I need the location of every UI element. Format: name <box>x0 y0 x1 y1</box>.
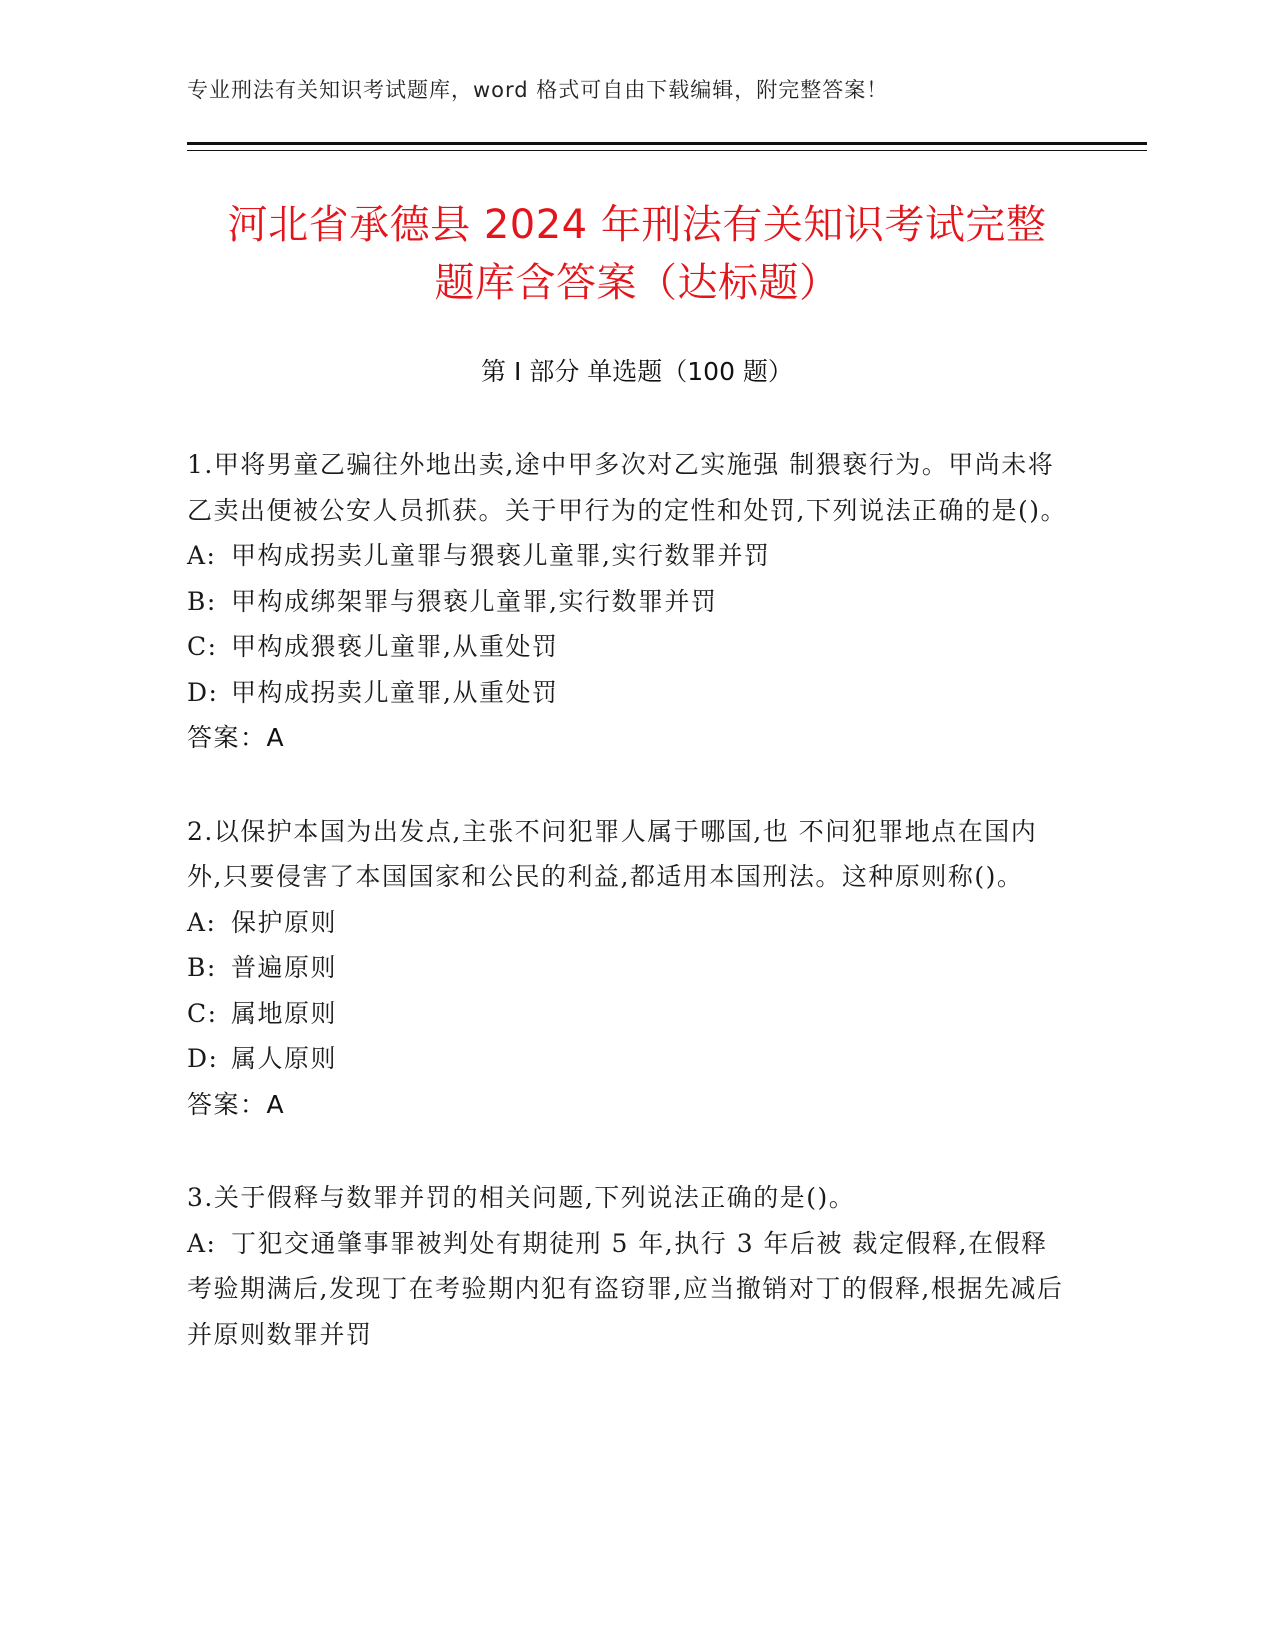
question-stem: 1.甲将男童乙骗往外地出卖,途中甲多次对乙实施强 制猥亵行为。甲尚未将乙卖出便被公安人员抓获。关于甲行为的定性和处罚,下列说法正确的是()。 <box>187 450 1067 525</box>
option-text: 属人原则 <box>231 1044 338 1073</box>
question-answer: 答案：A <box>187 1089 286 1119</box>
title-line-2: 题库含答案（达标题） <box>434 260 840 306</box>
header-rule-thin <box>187 150 1147 151</box>
question-option <box>187 991 1067 1037</box>
question-option <box>187 1221 1067 1358</box>
option-key: B: <box>187 586 217 616</box>
option-text: 丁犯交通肇事罪被判处有期徒刑 5 年,执行 3 年后被 裁定假释,在假释考验期满后,发现丁在考验期内犯有盗窃罪,应当撤销对丁的假释,根据先减后并原则数罪并罚 <box>187 1228 1064 1349</box>
header-note: 专业刑法有关知识考试题库，word 格式可自由下载编辑，附完整答案！ <box>187 78 889 102</box>
question-option <box>187 624 1067 670</box>
option-text: 甲构成绑架罪与猥亵儿童罪,实行数罪并罚 <box>231 586 718 616</box>
option-key: C: <box>187 998 218 1028</box>
option-text: 保护原则 <box>231 907 338 937</box>
question-stem: 3.关于假释与数罪并罚的相关问题,下列说法正确的是()。 <box>187 1183 856 1212</box>
question-answer: 答案：A <box>187 723 286 752</box>
option-key: A: <box>187 1228 217 1258</box>
option-key: D: <box>187 1044 219 1073</box>
section-title: 第 I 部分 单选题（100 题） <box>481 357 793 386</box>
document-title <box>187 196 1087 312</box>
option-text: 普遍原则 <box>231 953 338 982</box>
option-key: B: <box>187 953 217 982</box>
question-stem: 2.以保护本国为出发点,主张不问犯罪人属于哪国,也 不问犯罪地点在国内外,只要侵害了本国国家和公民的利益,都适用本国刑法。这种原则称()。 <box>187 816 1038 891</box>
option-key: A: <box>187 541 217 570</box>
question-option <box>187 945 1067 991</box>
question-list <box>187 442 1067 1405</box>
question-option <box>187 670 1067 716</box>
option-key: C: <box>187 632 218 661</box>
question-2 <box>187 809 1067 1128</box>
option-text: 甲构成拐卖儿童罪与猥亵儿童罪,实行数罪并罚 <box>231 541 771 570</box>
question-option <box>187 900 1067 946</box>
question-option <box>187 1036 1067 1082</box>
option-key: D: <box>187 677 219 707</box>
option-text: 属地原则 <box>231 998 338 1028</box>
question-option <box>187 579 1067 625</box>
question-3 <box>187 1175 1067 1357</box>
question-option <box>187 533 1067 579</box>
question-1 <box>187 442 1067 761</box>
header-rule-thick <box>187 142 1147 145</box>
option-key: A: <box>187 907 217 937</box>
option-text: 甲构成拐卖儿童罪,从重处罚 <box>231 677 559 707</box>
title-line-1: 河北省承德县 2024 年刑法有关知识考试完整 <box>227 202 1047 248</box>
option-text: 甲构成猥亵儿童罪,从重处罚 <box>231 632 559 661</box>
